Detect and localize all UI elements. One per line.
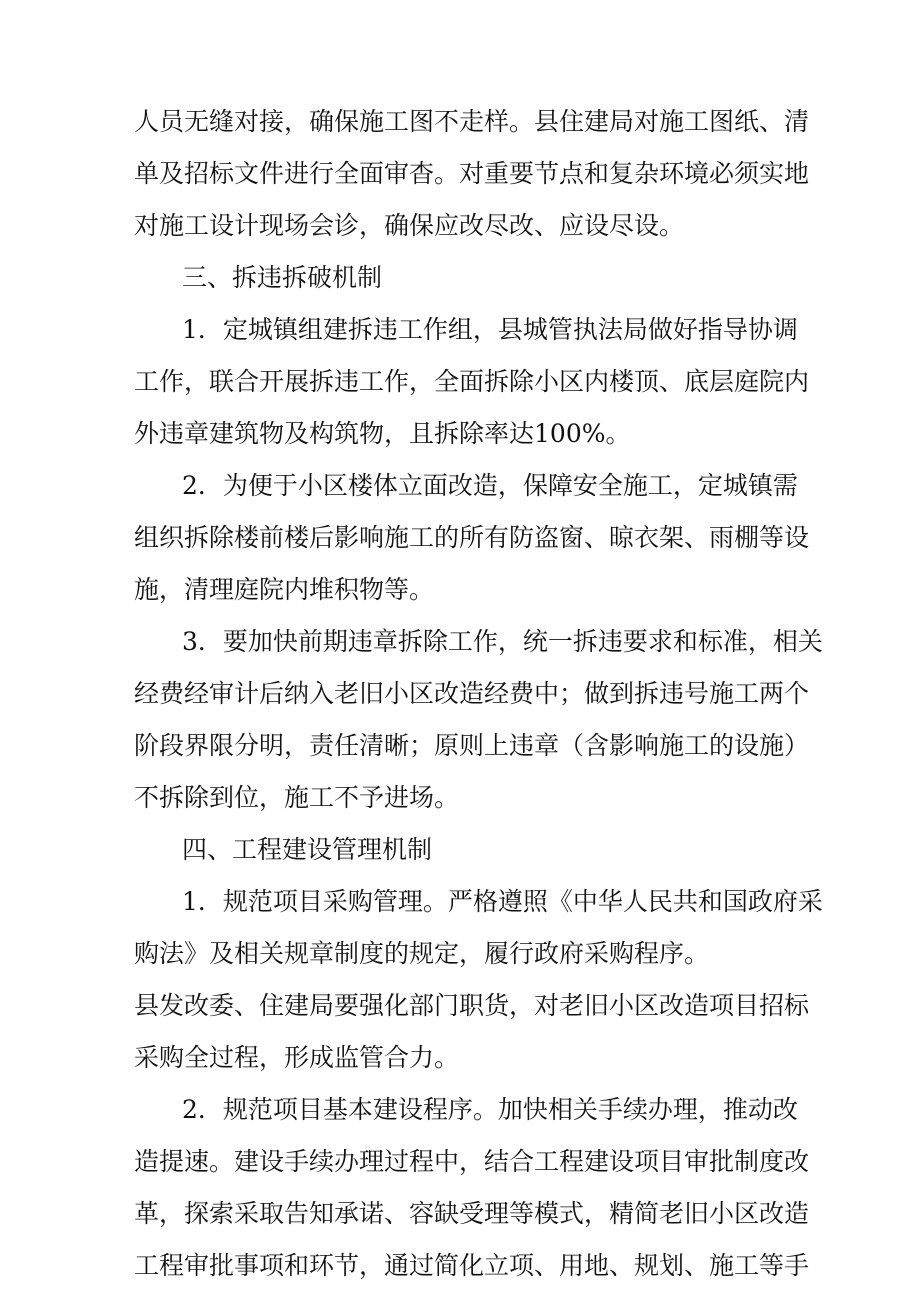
text-line: 经费经审计后纳入老旧小区改造经费中；做到拆违号施工两个 [134,679,810,708]
text-line: 2．为便于小区楼体立面改造，保障安全施工，定城镇需 [182,471,798,500]
text-line: 三、拆违拆破机制 [182,263,383,292]
text-line: 阶段界限分明，责任清晰；原则上违章（含影响施工的设施） [134,731,810,760]
text-line: 县发改委、住建局要强化部门职货，对老旧小区改造项目招标 [134,991,810,1020]
text-line: 单及招标文件进行全面审杳。对重要节点和复杂环境必须实地 [134,159,810,188]
text-line: 采购全过程，形成监管合力。 [134,1043,460,1072]
text-line: 四、工程建设管理机制 [182,835,433,864]
text-line: 1．规范项目采购管理。严格遵照《中华人民共和国政府采 [182,887,823,916]
text-line: 3．要加快前期违章拆除工作，统一拆违要求和标准，相关 [182,627,823,656]
text-line: 购法》及相关规章制度的规定，履行政府采购程序。 [134,939,710,968]
text-line: 1．定城镇组建拆违工作组，县城管执法局做好指导协调 [182,315,798,344]
text-line: 组织拆除楼前楼后影响施工的所有防盗窗、晾衣架、雨棚等设 [134,523,810,552]
text-line: 革，探索采取告知承诺、容缺受理等模式，精简老旧小区改造 [134,1199,810,1228]
text-line: 对施工设计现场会诊，确保应改尽改、应设尽设。 [134,211,685,240]
text-line: 2．规范项目基本建设程序。加快相关手续办理，推动改 [182,1095,798,1124]
text-line: 工作，联合开展拆违工作，全面拆除小区内楼顶、底层庭院内 [134,367,810,396]
document-body [134,96,823,1292]
text-line: 不拆除到位，施工不予进场。 [134,783,460,812]
text-line: 外违章建筑物及构筑物，且拆除率达100%。 [134,419,631,448]
text-line: 造提速。建设手续办理过程中，结合工程建设项目审批制度改 [134,1147,810,1176]
text-line: 工程审批事项和环节，通过简化立项、用地、规划、施工等手 [134,1251,810,1280]
text-line: 施，清理庭院内堆积物等。 [134,575,435,604]
text-line: 人员无缝对接，确保施工图不走样。县住建局对施工图纸、清 [134,107,810,136]
